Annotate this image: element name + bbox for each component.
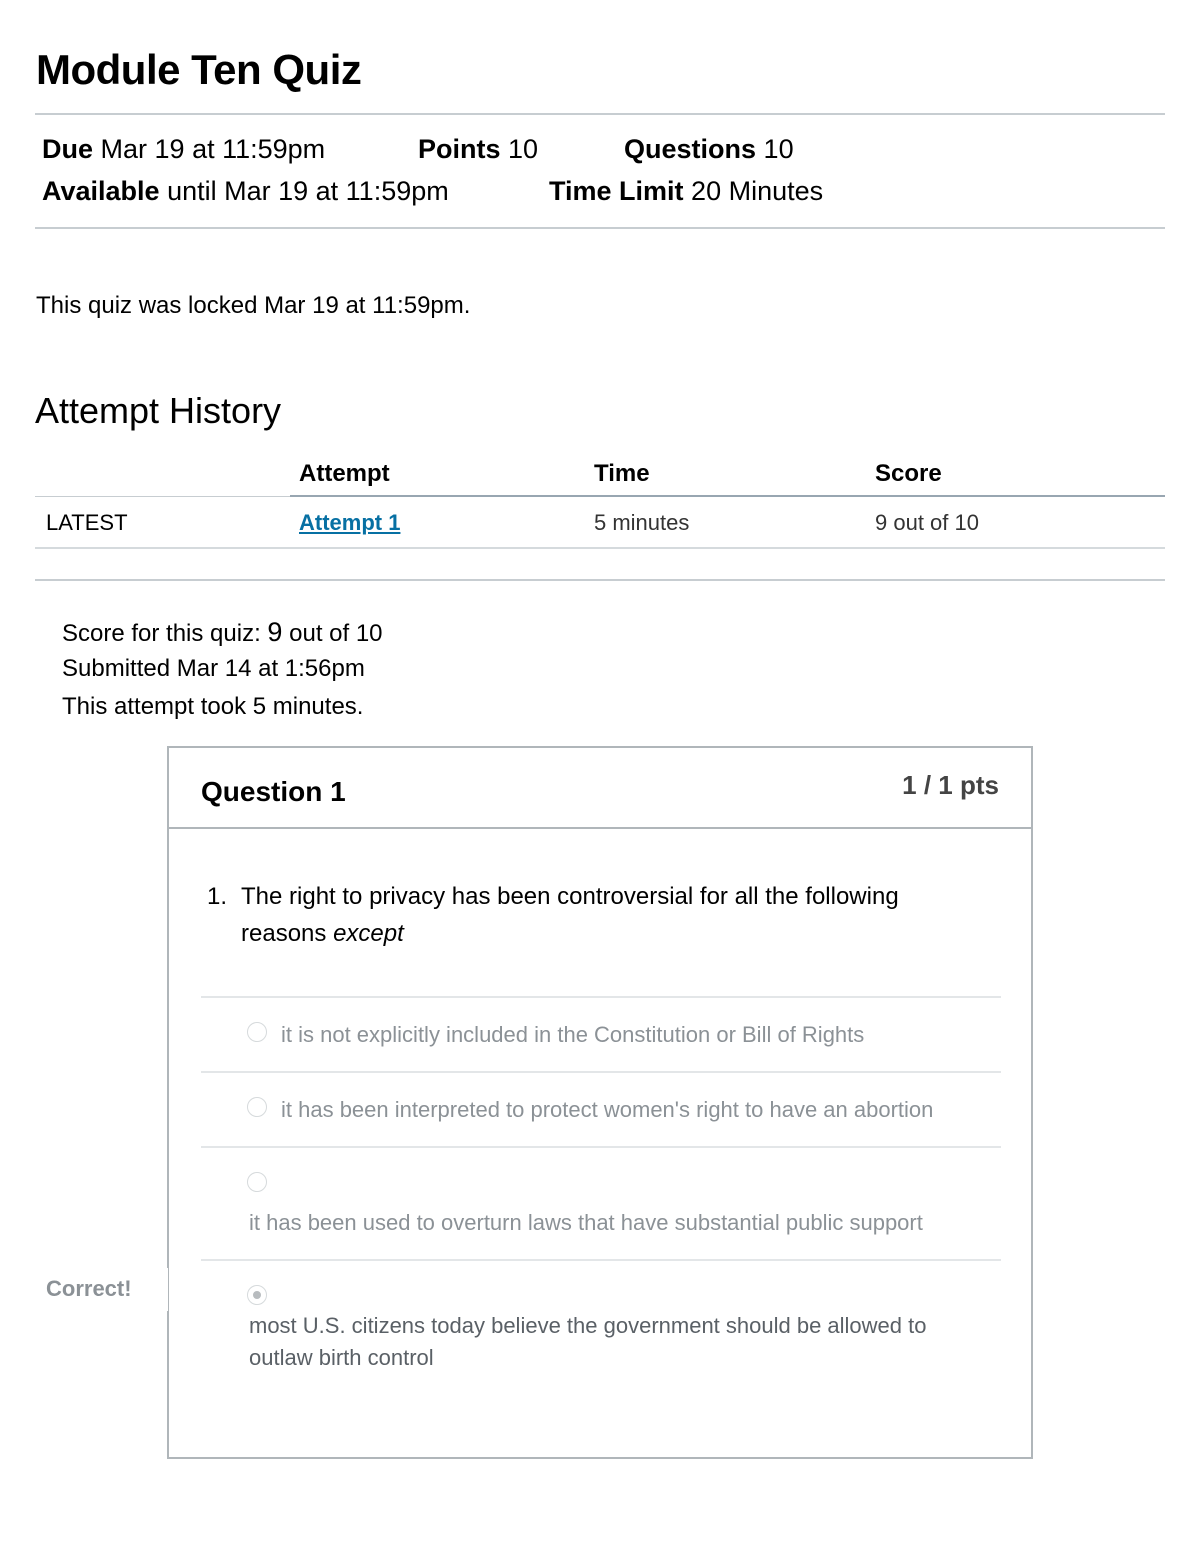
score-prefix: Score for this quiz: <box>62 620 268 647</box>
correct-label: Correct! <box>46 1276 132 1301</box>
due-info <box>42 134 325 165</box>
answer-text: it is not explicitly included in the Constitution or Bill of Rights <box>281 1022 865 1047</box>
questions-label: Questions <box>624 134 757 164</box>
question-title: Question 1 <box>201 776 346 807</box>
latest-label: LATEST <box>46 510 128 535</box>
question-card <box>167 746 1033 1459</box>
column-header-attempt: Attempt <box>299 460 390 487</box>
attempt-score: 9 out of 10 <box>875 510 979 535</box>
due-value: Mar 19 at 11:59pm <box>100 134 326 164</box>
questions-info <box>624 134 794 165</box>
time-limit-label: Time Limit <box>549 176 684 206</box>
question-points: 1 / 1 pts <box>902 770 999 800</box>
score-value: 9 <box>267 617 283 647</box>
answer-radio[interactable] <box>247 1097 267 1117</box>
attempt-history-title: Attempt History <box>35 390 282 431</box>
page-title: Module Ten Quiz <box>36 46 362 93</box>
answer-text: most U.S. citizens today believe the government should be allowed to outlaw birth control <box>249 1313 927 1370</box>
score-summary <box>62 617 383 648</box>
answer-text: it has been interpreted to protect women's right to have an abortion <box>281 1097 934 1122</box>
divider <box>35 227 1165 229</box>
locked-message: This quiz was locked Mar 19 at 11:59pm. <box>36 292 471 319</box>
score-suffix: out of 10 <box>282 620 383 647</box>
question-number: 1. <box>207 883 228 910</box>
answer-divider <box>201 1146 1001 1148</box>
table-header-divider <box>290 495 1165 497</box>
answer-radio[interactable] <box>247 1172 267 1192</box>
column-header-time: Time <box>594 460 650 487</box>
answer-radio[interactable] <box>247 1022 267 1042</box>
attempt-1-link[interactable] <box>299 510 400 536</box>
answer-divider <box>201 1071 1001 1073</box>
question-text-emphasis: except <box>333 920 404 947</box>
points-info <box>418 134 538 165</box>
time-limit-value: 20 Minutes <box>691 176 824 206</box>
available-info <box>42 176 449 207</box>
available-value: until Mar 19 at 11:59pm <box>167 176 449 206</box>
questions-value: 10 <box>763 134 794 164</box>
points-label: Points <box>418 134 501 164</box>
answer-divider <box>201 1259 1001 1261</box>
submitted-info: Submitted Mar 14 at 1:56pm <box>62 655 365 682</box>
question-text <box>207 878 967 952</box>
column-header-score: Score <box>875 460 942 487</box>
time-limit-info <box>549 176 823 207</box>
attempt-duration: This attempt took 5 minutes. <box>62 693 364 720</box>
divider <box>35 113 1165 115</box>
attempt-time: 5 minutes <box>594 510 690 535</box>
answer-text: it has been used to overturn laws that have substantial public support <box>249 1210 923 1235</box>
question-text-main: The right to privacy has been controversial for all the following reasons <box>241 883 899 947</box>
attempt-link-text[interactable]: Attempt 1 <box>299 510 401 535</box>
question-header <box>169 748 1031 829</box>
table-header-divider <box>35 496 290 497</box>
due-label: Due <box>42 134 94 164</box>
table-row-divider <box>35 547 1165 549</box>
available-label: Available <box>42 176 160 206</box>
points-value: 10 <box>508 134 539 164</box>
answer-radio-selected[interactable] <box>247 1285 267 1305</box>
answer-divider <box>201 996 1001 998</box>
divider <box>35 579 1165 581</box>
